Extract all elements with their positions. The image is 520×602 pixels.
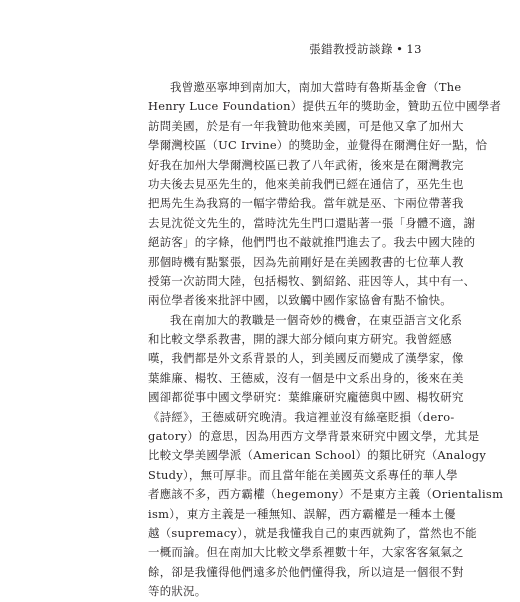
body-text [148,78,504,602]
text-line: 餘，卻是我懂得他們遠多於他們懂得我，所以這是一個很不對 [148,564,464,579]
header-separator: • [396,42,404,56]
running-title: 張錯教授訪談錄 [309,42,394,56]
text-line: 者應該不多，西方霸權（hegemony）不是東方主義（Orientalism [148,487,504,502]
running-header [309,41,422,57]
text-line: Study），無可厚非。而且當年能在美國英文系專任的華人學 [148,467,458,482]
text-line: 等的狀況。 [148,584,207,599]
text-line: 訪問美國，於是有一年我贊助他來美國，可是他又拿了加州大 [148,118,464,133]
text-line: 嘆，我們都是外文系背景的人，到美國反而變成了漢學家，像 [148,351,464,366]
text-line: 好我在加州大學爾灣校區已教了八年武術，後來是在爾灣教完 [148,157,464,172]
text-line: 授第一次訪問大陸，包括楊牧、劉紹銘、莊因等人，其中有一、 [148,273,476,288]
text-line: 一概而論。但在南加大比較文學系裡數十年，大家客客氣氣之 [148,545,464,560]
text-line: 葉維廉、楊牧、王德威，沒有一個是中文系出身的，後來在美 [148,370,464,385]
text-line: gatory）的意思，因為用西方文學背景來研究中國文學，尤其是 [148,429,480,444]
text-line: 比較文學美國學派（American School）的類比研究（Analogy [148,448,487,463]
text-line: 學爾灣校區（UC Irvine）的獎助金，並覺得在爾灣住好一點，恰 [148,138,488,153]
text-line: 把馬先生為我寫的一幅字帶給我。當年就是巫、卞兩位帶著我 [148,196,464,211]
text-line: 和比較文學系教書，開的課大部分傾向東方研究。我曾經感 [148,332,452,347]
paragraph-1 [148,78,502,311]
paragraph-2 [148,311,504,602]
text-line: Henry Luce Foundation）提供五年的獎助金，贊助五位中國學者 [148,99,502,114]
text-line: 國卻都從事中國文學研究：葉維廉研究龐德與中國、楊牧研究 [148,390,464,405]
text-line: ism），東方主義是一種無知、誤解，西方霸權是一種本土優 [148,506,456,521]
text-line: 我在南加大的教職是一個奇妙的機會，在東亞語言文化系 [170,312,463,327]
text-line: 去見沈從文先生的，當時沈先生門口還貼著一張「身體不適，謝 [148,215,476,230]
text-line: 那個時機有點緊張，因為先前剛好是在美國教書的七位華人教 [148,254,464,269]
text-line: 越（supremacy），就是我懂我自己的東西就夠了，當然也不能 [148,525,477,540]
text-line: 《詩經》，王德威研究晚清。我這裡並沒有絲毫貶損（dero- [148,409,455,424]
text-line: 兩位學者後來批評中國，以致觸中國作家協會有點不愉快。 [148,293,452,308]
text-line: 我曾邀巫寧坤到南加大，南加大當時有魯斯基金會（The [170,80,462,94]
text-line: 絕訪客」的字條，他們門也不敲就推門進去了。我去中國大陸的 [148,235,476,250]
text-line: 功夫後去見巫先生的，他來美前我們已經在通信了，巫先生也 [148,176,464,191]
page-number: 13 [406,42,422,56]
